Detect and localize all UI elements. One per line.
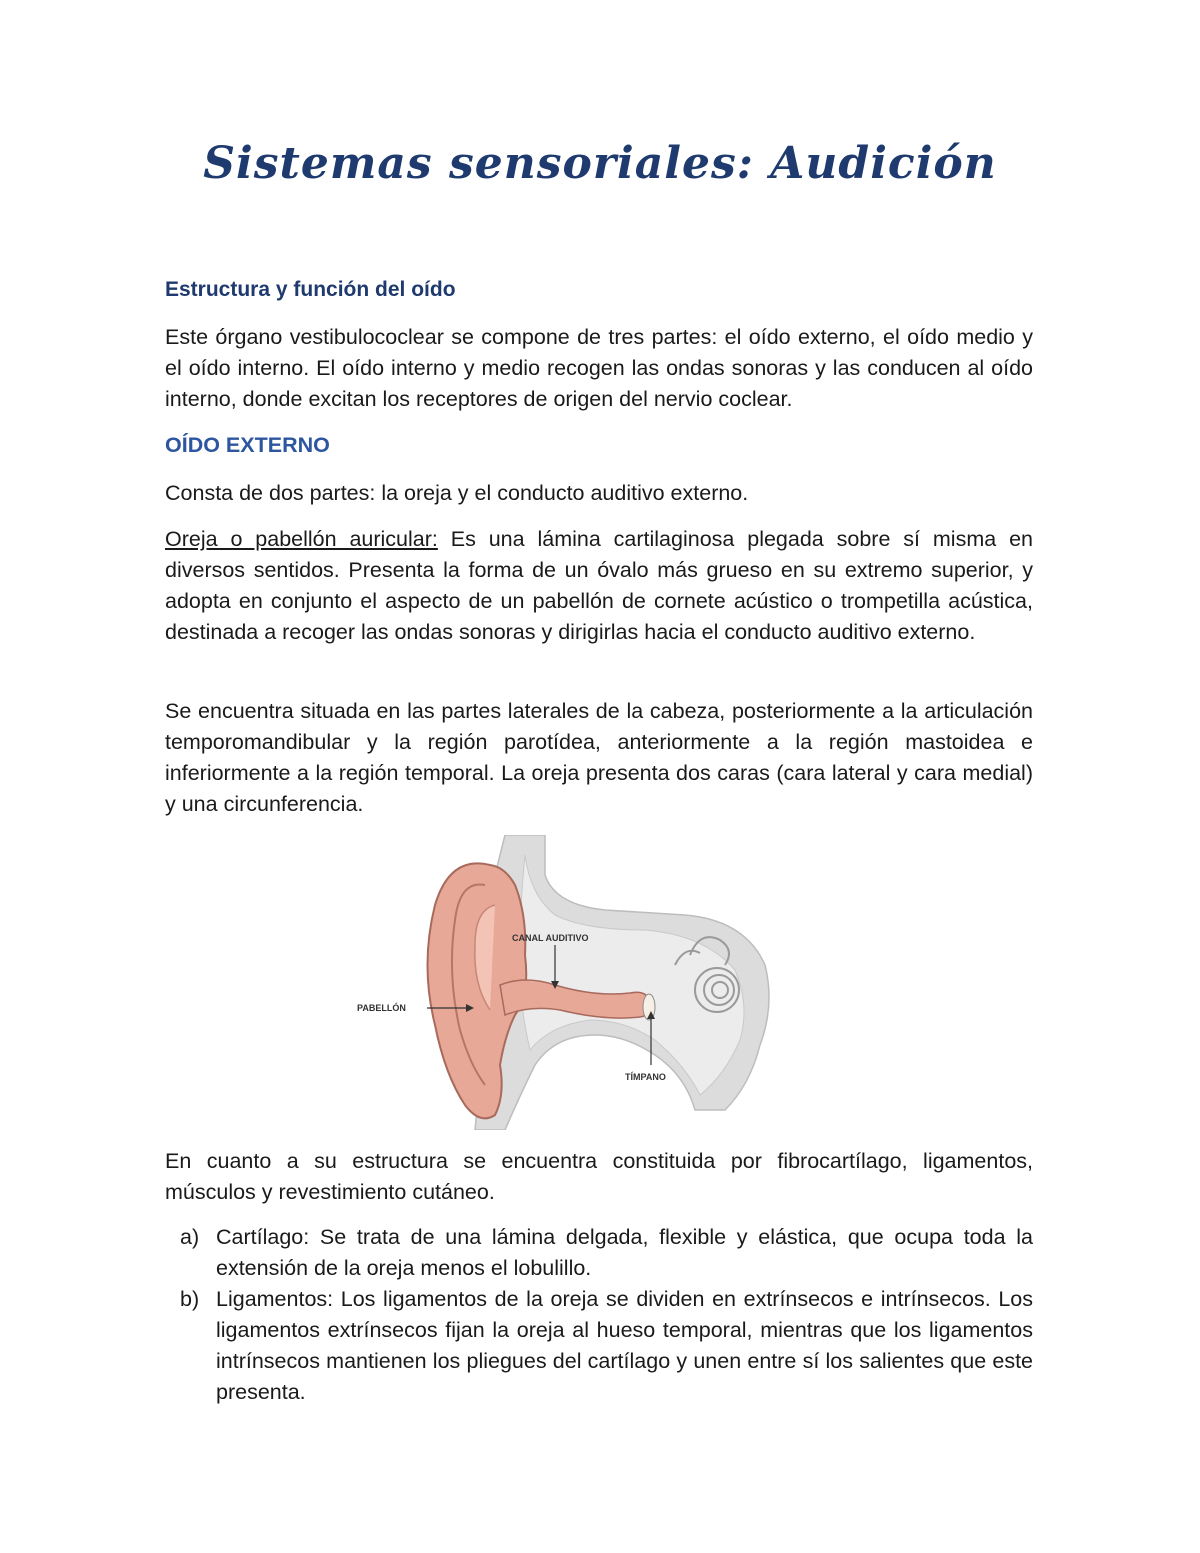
page-title: Sistemas sensoriales: Audición <box>203 138 997 189</box>
list-item <box>165 1284 1033 1408</box>
paragraph-intro: Este órgano vestibulococlear se compone de tres partes: el oído externo, el oído medio y el oído interno. El oído interno y medio recogen las ondas sonoras y las conducen al oído interno, donde excitan los receptores de origen del nervio coclear. <box>165 325 1033 411</box>
paragraph-consta: Consta de dos partes: la oreja y el conducto auditivo externo. <box>165 481 749 505</box>
section-heading-estructura: Estructura y función del oído <box>165 278 456 301</box>
label-timpano: TÍMPANO <box>625 1072 666 1082</box>
list-item-text: Cartílago: Se trata de una lámina delgada, flexible y elástica, que ocupa toda la extensión de la oreja menos el lobulillo. <box>216 1225 1033 1280</box>
ear-illustration <box>355 835 775 1130</box>
label-canal-auditivo: CANAL AUDITIVO <box>512 933 589 943</box>
list-marker: a) <box>180 1225 200 1249</box>
section-heading-oido-externo: OÍDO EXTERNO <box>165 433 330 457</box>
label-pabellon: PABELLÓN <box>357 1003 406 1013</box>
paragraph-situada: Se encuentra situada en las partes laterales de la cabeza, posteriormente a la articulación temporomandibular y la región parotídea, anteriormente a la región mastoidea e inferiormente a la región temporal. La oreja presenta dos caras (cara lateral y cara medial) y una circunferencia. <box>165 699 1033 816</box>
list-item <box>165 1222 1033 1284</box>
paragraph-estructura: En cuanto a su estructura se encuentra constituida por fibrocartílago, ligamentos, músculos y revestimiento cutáneo. <box>165 1149 1033 1204</box>
term-oreja: Oreja o pabellón auricular: <box>165 527 438 551</box>
structure-list <box>165 1222 1033 1408</box>
oreja-description: Es una lámina cartilaginosa plegada sobre sí misma en diversos sentidos. Presenta la forma de un óvalo más grueso en su extremo superior, y adopta en conjunto el aspecto de un pabellón de cornete acústico o trompetilla acústica, destinada a recoger las ondas sonoras y dirigirlas hacia el conducto auditivo externo. <box>165 527 1033 644</box>
paragraph-oreja <box>165 524 1033 648</box>
list-item-text: Ligamentos: Los ligamentos de la oreja se dividen en extrínsecos e intrínsecos. Los ligamentos extrínsecos fijan la oreja al hueso temporal, mientras que los ligamentos intrínsecos mantienen los pliegues del cartílago y unen entre sí los salientes que este presenta. <box>216 1287 1033 1404</box>
ear-diagram <box>355 835 775 1130</box>
list-marker: b) <box>180 1287 200 1311</box>
